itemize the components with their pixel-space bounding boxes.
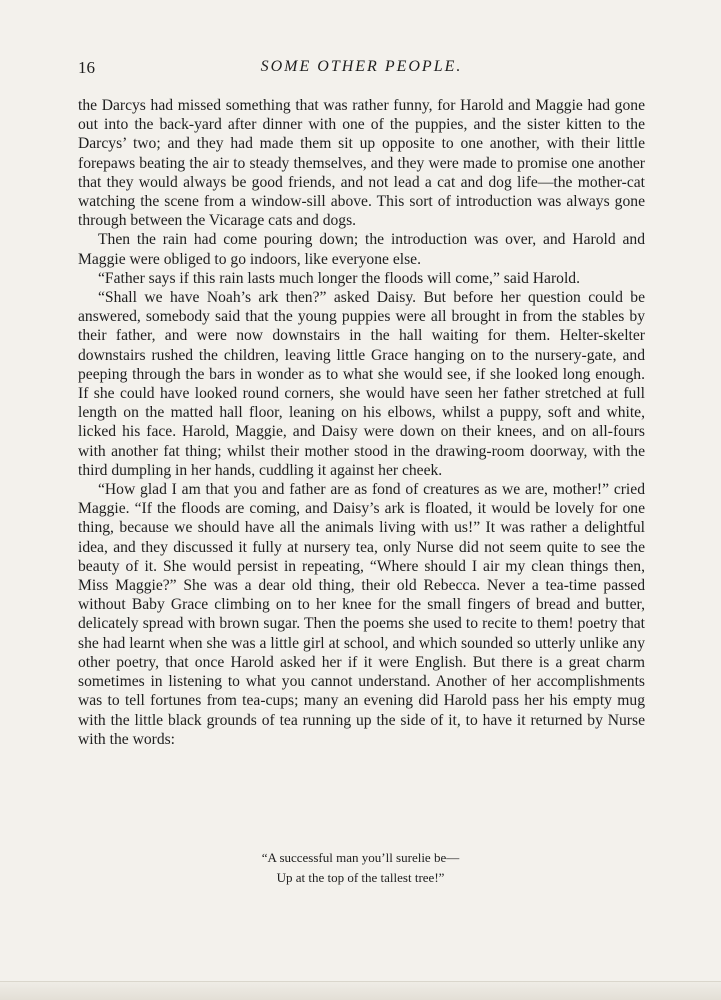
paragraph: “How glad I am that you and father are as fond of creatures as we are, mother!” cried Maggie. “If the floods are coming, and Daisy’s ark is floated, it would be lovely for one thing, because we should have all the animals living with us!” It was rather a delightful idea, and they discussed it fully at nursery tea, only Nurse did not seem quite to see the beauty of it. She would persist in repeating, “Where should I air my clean things then, Miss Maggie?” She was a dear old thing, their old Rebecca. Never a tea-time passed without Baby Grace climbing on to her knee for the small fingers of bread and butter, delicately spread with brown sugar. Then the poems she used to recite to them! poetry that she had learnt when she was a little girl at school, and which sounded so utterly unlike any other poetry, that once Harold asked her if it were English. But there is a great charm sometimes in listening to what you cannot understand. Another of her accomplishments was to tell fortunes from tea-cups; many an evening did Harold pass her his empty mug with the little black grounds of tea running up the side of it, to have it returned by Nurse with the words: <box>78 481 645 748</box>
verse-line: “A successful man you’ll surelie be— <box>261 850 460 865</box>
paragraph: “Shall we have Noah’s ark then?” asked Daisy. But before her question could be answered, somebody said that the young puppies were all brought in from the stables by their father, and were now downstairs in the hall waiting for them. Helter-skelter downstairs rushed the children, leaving little Grace hanging on to the nursery-gate, and peeping through the bars in wonder as to what she would see, if she looked long enough. If she could have looked round corners, she would have seen her father stretched at full length on the matted hall floor, leaning on his elbows, whilst a puppy, soft and white, licked his face. Harold, Maggie, and Daisy were down on their knees, and on all-fours with another fat thing; whilst their mother stood in the drawing-room doorway, with the third dumpling in her hands, cuddling it against her cheek. <box>78 289 645 479</box>
page-edge <box>0 981 721 1000</box>
paragraph: “Father says if this rain lasts much longer the floods will come,” said Harold. <box>98 269 580 287</box>
verse-line: Up at the top of the tallest tree!” <box>276 870 445 885</box>
body-text <box>78 96 645 749</box>
page-header <box>78 58 645 82</box>
running-head: SOME OTHER PEOPLE. <box>260 58 463 75</box>
paragraph: the Darcys had missed something that was rather funny, for Harold and Maggie had gone out into the back-yard after dinner with one of the puppies, and the sister kitten to the Darcys’ two; and they had made them sit up opposite to one another, with their little forepaws beating the air to steady themselves, and they were made to promise one another that they would always be good friends, and not lead a cat and dog life—the mother-cat watching the scene from a window-sill above. This sort of introduction was always gone through between the Vicarage cats and dogs. <box>78 97 645 230</box>
verse-quote <box>0 848 721 888</box>
paragraph: Then the rain had come pouring down; the introduction was over, and Harold and Maggie were obliged to go indoors, like everyone else. <box>78 231 645 268</box>
page-number: 16 <box>78 58 95 77</box>
